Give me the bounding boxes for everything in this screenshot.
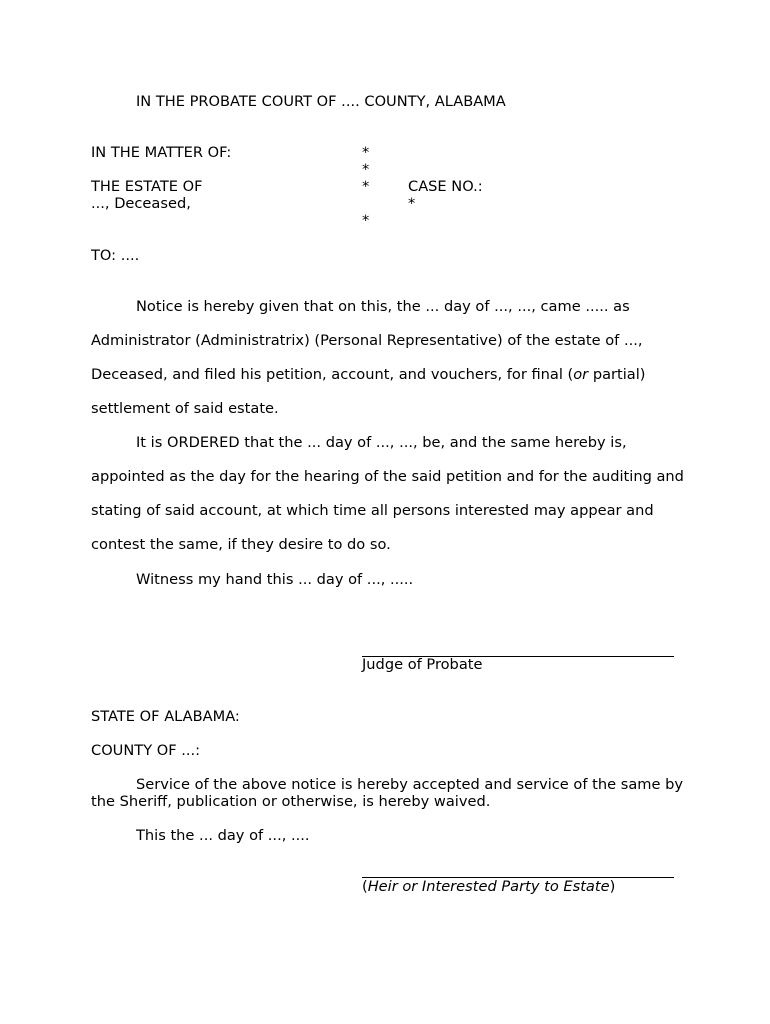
state-label: STATE OF ALABAMA: (91, 708, 240, 725)
caption-star: * (362, 144, 370, 161)
heir-label (362, 878, 615, 895)
caption-star: * (362, 212, 370, 229)
paren-open: ( (362, 878, 368, 895)
heir-label-text: Heir or Interested Party to Estate (367, 878, 610, 895)
to-line: TO: .... (91, 247, 140, 264)
order-line: contest the same, if they desire to do so. (91, 536, 391, 553)
service-line: the Sheriff, publication or otherwise, is hereby waived. (91, 793, 491, 810)
notice-line (91, 366, 646, 383)
this-the-line: This the ... day of ..., .... (136, 827, 310, 844)
matter-label: IN THE MATTER OF: (91, 144, 232, 161)
service-line: Service of the above notice is hereby accepted and service of the same by (136, 776, 683, 793)
document-title: IN THE PROBATE COURT OF .... COUNTY, ALABAMA (136, 93, 506, 110)
notice-text: partial) (588, 366, 646, 383)
deceased-label: ..., Deceased, (91, 195, 191, 212)
judge-label: Judge of Probate (362, 656, 483, 673)
caption-star: * (362, 161, 370, 178)
case-number-label: CASE NO.: (408, 178, 483, 195)
notice-line: Administrator (Administratrix) (Personal Representative) of the estate of ..., (91, 332, 643, 349)
order-line: stating of said account, at which time all persons interested may appear and (91, 502, 654, 519)
notice-italic-text: or (573, 366, 589, 383)
case-star: * (408, 195, 416, 212)
order-line: appointed as the day for the hearing of the said petition and for the auditing and (91, 468, 684, 485)
caption-star: * (362, 178, 370, 195)
paren-close: ) (609, 878, 616, 895)
estate-label: THE ESTATE OF (91, 178, 203, 195)
notice-line: settlement of said estate. (91, 400, 279, 417)
notice-text: Deceased, and filed his petition, account, and vouchers, for final ( (91, 366, 574, 383)
witness-line: Witness my hand this ... day of ..., ..... (136, 571, 414, 588)
notice-line: Notice is hereby given that on this, the ... day of ..., ..., came ..... as (136, 298, 630, 315)
order-line: It is ORDERED that the ... day of ..., ..., be, and the same hereby is, (136, 434, 627, 451)
county-label: COUNTY OF ...: (91, 742, 201, 759)
